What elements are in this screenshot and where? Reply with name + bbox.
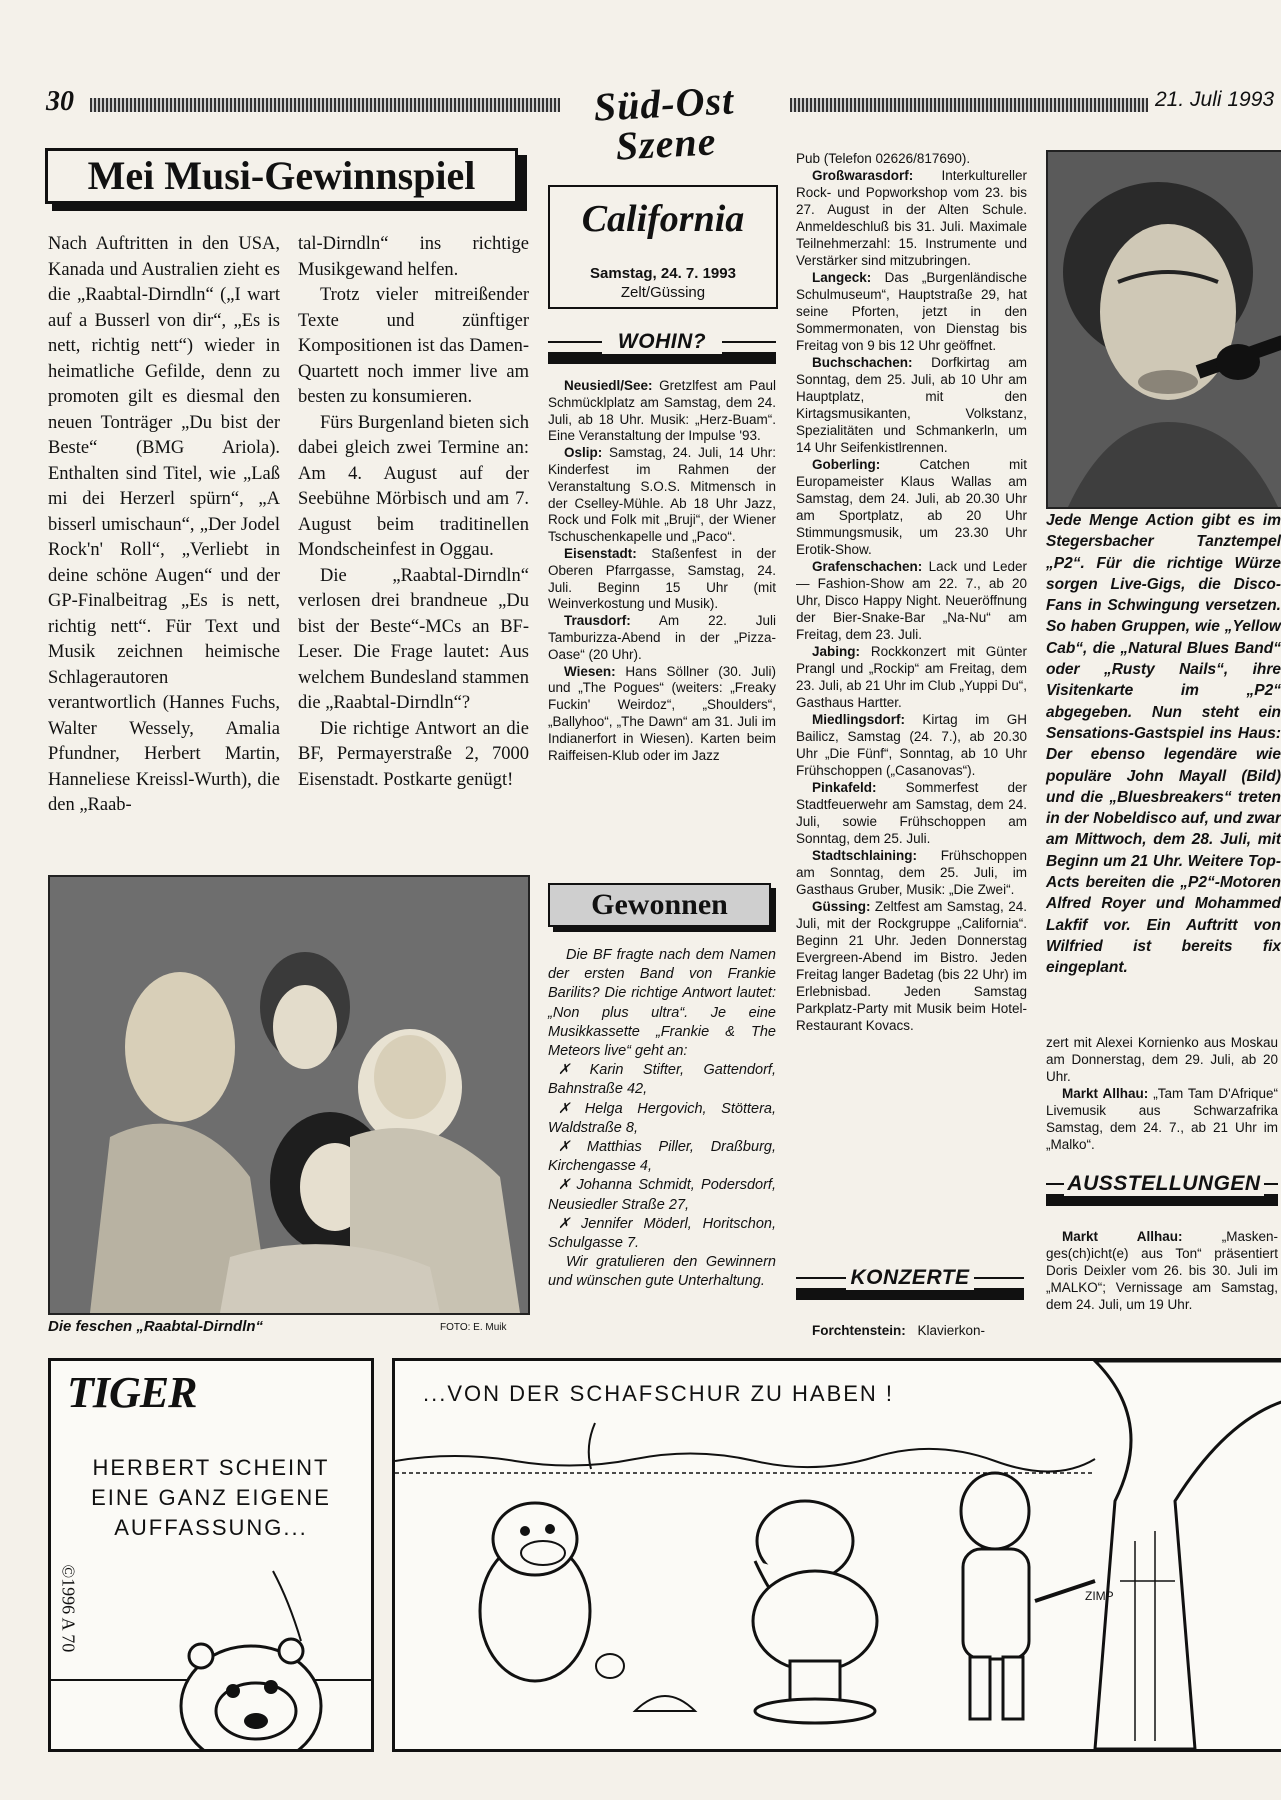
article-col1: Nach Auftritten in den USA, Kanada und Australien zieht es die „Raabtal-Dirndln“ („I wart auf a Busserl von dir“, „Es is nett, richtig nett“) wieder in heimatliche Gefilde, denn zu promoten gilt es diesmal den neuen Tonträger „Du bist der Beste“ (BMG Ariola). Enthalten sind Titel, wie „Laß mi dei Herzerl spürn“, „A bisserl umischaun“, „Der Jodel Rock'n' Roll“, „Verliebt in deine schöne Augen“ und der GP-Finalbeitrag „Es is nett, richtig nett“. Für Text und Musik zeichnen heimische Schlagerautoren verantwortlich (Hannes Fuchs, Walter Wessely, Amalia Pfundner, Herbert Martin, Hanneliese Kreissl-Wurth), die den „Raab- — [48, 234, 280, 815]
event-item — [796, 269, 1027, 354]
comic-panel2-text: ...VON DER SCHAFSCHUR ZU HABEN ! — [423, 1381, 895, 1406]
event-text: Sommerfest der Stadtfeuerwehr am Samstag, dem 24. Juli, sowie Frühschoppen am Sonntag, dem 25. Juli. — [796, 780, 1027, 846]
event-item — [1046, 1085, 1278, 1153]
california-ad — [548, 185, 778, 309]
wohin-title: WOHIN? — [602, 330, 722, 354]
event-place: Güssing: — [812, 899, 871, 914]
winner-mark-icon: ✗ — [558, 1215, 582, 1232]
col4-lead: Pub (Telefon 02626/817690). — [796, 151, 971, 166]
event-place: Großwarasdorf: — [812, 168, 914, 183]
gewonnen-title: Gewonnen — [548, 883, 771, 927]
konzert-continued: zert mit Alexei Kornienko aus Moskau am Donnerstag, dem 29. Juli, ab 20 Uhr. — [1046, 1035, 1278, 1084]
comic-copyright: ©1996 A 70 — [58, 1564, 79, 1653]
winner-item — [548, 1215, 776, 1253]
event-item — [796, 354, 1027, 456]
winner-item — [548, 1176, 776, 1214]
event-place: Oslip: — [564, 445, 603, 461]
winner-mark-icon: ✗ — [558, 1177, 577, 1194]
event-text: Dorfkirtag am Sonntag, dem 25. Juli, ab 10 Uhr am Hauptplatz, mit den Kirtagsmusikanten, Volkstanz, Spezialitäten und Schmankerln, um 14 Uhr Seifenkistlrennen. — [796, 355, 1027, 455]
winner-mark-icon: ✗ — [558, 1062, 590, 1079]
col5-events — [1046, 1034, 1278, 1153]
event-item — [1046, 1228, 1278, 1313]
event-text: „Tam Tam D'Afrique“ Livemusik aus Schwarzafrika Samstag, dem 24. 7., ab 21 Uhr im „Malko“. — [1046, 1086, 1278, 1152]
event-text: Klavierkon- — [913, 1323, 986, 1338]
article-paragraph: Die „Raabtal-Dirndln“ verlosen drei brandneue „Du bist der Beste“-MCs an BF-Leser. Die Frage lautet: Aus welchem Bundesland stammen die „Raabtal-Dirndln“? — [298, 565, 529, 713]
sheep-shearing-drawing — [395, 1361, 1281, 1749]
article-paragraph: tal-Dirndln“ ins richtige Musikgewand helfen. — [298, 234, 529, 280]
event-place: Eisenstadt: — [564, 545, 637, 561]
event-place: Langeck: — [812, 270, 872, 285]
masthead-logo: Süd-Ost Szene — [592, 77, 736, 169]
event-place: Neusiedl/See: — [564, 378, 653, 393]
event-text: Samstag, 24. Juli, 14 Uhr: Kinderfest im Rahmen der Veranstaltung S.O.S. Mitmensch in der Cselley-Mühle. Ab 18 Uhr Jazz, Rock und Folk mit „Bruji“, der Wiener Tschuschenkapelle und „Paco“. — [548, 445, 776, 545]
event-place: Markt Allhau: — [1062, 1229, 1183, 1244]
event-item — [796, 847, 1027, 898]
event-text: Kirtag im GH Bailicz, Samstag (24. 7.), ab 20.30 Uhr „Die Fünf“, Sonntag, ab 10 Uhr Frühschoppen („Casanovas“). — [796, 712, 1027, 778]
event-item — [796, 711, 1027, 779]
photo-caption: Die feschen „Raabtal-Dirndln“ — [48, 1318, 264, 1335]
winner-name: Johanna Schmidt, Podersdorf, Neusiedler Straße 27, — [548, 1177, 776, 1213]
event-text: Gretzlfest am Paul Schmücklplatz am Samstag, dem 24. Juli, ab 18 Uhr. Musik: „Herz-Buam“. Eine Veranstaltung der Impulse '93. — [548, 378, 776, 444]
winner-mark-icon: ✗ — [558, 1139, 587, 1156]
event-text: Frühschoppen am Sonntag, dem 25. Juli, im Gasthaus Gruber, Musik: „Die Zwei“. — [796, 848, 1027, 897]
event-text: Das „Burgenländische Schulmuseum“, Hauptstraße 29, hat seine Pforten, jetzt in den Sommermonaten, von Dienstag bis Freitag von 9 bis 12 Uhr geöffnet. — [796, 270, 1027, 353]
ausstellungen-heading — [1046, 1172, 1278, 1207]
event-item — [796, 558, 1027, 643]
konzerte-title: KONZERTE — [846, 1266, 974, 1290]
event-item — [796, 779, 1027, 847]
article-paragraph: Trotz vieler mitreißender Texte und zünftiger Kompositionen ist das Damen-Quartett noch immer live am besten zu konsumieren. — [298, 285, 529, 407]
winner-name: Helga Hergovich, Stöttera, Waldstraße 8, — [548, 1100, 776, 1136]
article-paragraph: Fürs Burgenland bieten sich dabei gleich zwei Termine an: Am 4. August auf der Seebühne Mörbisch und am 7. August beim traditinellen Mondscheinfest in Oggau. — [298, 412, 529, 560]
konzerte-heading — [796, 1266, 1024, 1301]
event-text: Hans Söllner (30. Juli) und „The Pogues“ (weiters: „Freaky Fuckin' Weirdoz“, „Shoulders“, „Ballyhoo“, „The Dawn“ am 31. Juli im Indianerfort in Wiesen). Karten beim Raiffeisen-Klub oder im Jazz — [548, 663, 776, 763]
event-item — [548, 378, 776, 445]
ausstellungen-events — [1046, 1228, 1278, 1313]
event-text: Rockkonzert mit Günter Prangl und „Rockip“ am Freitag, dem 23. Juli, ab 21 Uhr im Club „Yuppi Du“, Gasthaus Hartter. — [796, 644, 1027, 710]
event-item — [548, 613, 776, 663]
article-title: Mei Musi-Gewinnspiel — [45, 148, 518, 204]
event-text: Lack und Leder — Fashion-Show am 22. 7., ab 20 Uhr, Disco Happy Night. Neueröffnung der Bier-Snake-Bar „Na-Nu“ am Freitag, dem 23. Juli. — [796, 559, 1027, 642]
wohin-events — [548, 378, 776, 764]
header-rule-right — [790, 98, 1148, 112]
event-place: Miedlingsdorf: — [812, 712, 905, 727]
event-place: Trausdorf: — [564, 613, 631, 629]
event-text: Zeltfest am Samstag, 24. Juli, mit der Rockgruppe „California“. Beginn 21 Uhr. Jeden Donnerstag Evergreen-Abend im Bistro. Jeden Freitag langer Badetag (bis 22 Uhr) im Erlebnisbad. Jeden Samstag Parkplatz-Party mit Musik beim Hotel-Restaurant Kovacs. — [796, 899, 1027, 1033]
event-text: Interkultureller Rock- und Popworkshop vom 23. bis 27. August in der Alten Schule. Anmeldeschluß bis 31. Juli. Maximale Teilnehmerzahl: 15. Instrumente und Verstärker sind mitzubringen. — [796, 168, 1027, 268]
event-item — [548, 664, 776, 765]
event-place: Wiesen: — [564, 663, 616, 679]
konzerte-start — [796, 1322, 1027, 1339]
event-item — [796, 456, 1027, 558]
event-place: Forchtenstein: — [812, 1323, 906, 1338]
event-place: Markt Allhau: — [1062, 1086, 1149, 1101]
article-paragraph: Die richtige Antwort an die BF, Permayerstraße 2, 7000 Eisenstadt. Postkarte genügt! — [298, 718, 529, 790]
winner-name: Karin Stifter, Gattendorf, Bahnstraße 42, — [548, 1062, 776, 1098]
comic-sound-effect: ZIMP — [1085, 1589, 1114, 1603]
band-photo — [48, 875, 530, 1315]
comic-panel-2 — [392, 1358, 1281, 1752]
ausstellungen-title: AUSSTELLUNGEN — [1064, 1172, 1264, 1196]
event-text: Am 22. Juli Tamburizza-Abend in der „Pizza-Oase“ (20 Uhr). — [548, 613, 776, 662]
header-rule-left — [90, 98, 560, 112]
event-place: Grafenschachen: — [812, 559, 923, 574]
event-text: Catchen mit Europameister Klaus Wallas am Samstag, dem 24. Juli, ab 20.30 Uhr am Sportplatz, ab 20 Uhr Stimmungsmusik, um 23.30 Uhr Erotik-Show. — [796, 457, 1027, 557]
gewonnen-outro: Wir gratulieren den Gewinnern und wünschen gute Unterhaltung. — [548, 1254, 776, 1290]
winner-name: Jennifer Möderl, Horitschon, Schulgasse 7. — [548, 1215, 776, 1252]
california-place: Zelt/Güssing — [620, 284, 706, 301]
winner-mark-icon: ✗ — [558, 1100, 585, 1117]
event-place: Jabing: — [812, 644, 861, 659]
event-place: Stadtschlaining: — [812, 848, 918, 863]
winner-item — [548, 1138, 776, 1176]
event-item — [796, 898, 1027, 1034]
band-photo-figures — [50, 877, 528, 1313]
event-item — [548, 445, 776, 546]
event-item — [548, 546, 776, 613]
comic-panel-1 — [48, 1358, 374, 1752]
event-item — [796, 643, 1027, 711]
comic-panel1-text: HERBERT SCHEINT EINE GANZ EIGENE AUFFASSUNG... — [91, 1455, 331, 1540]
article-col2 — [298, 232, 529, 793]
event-text: „Masken-ges(ch)icht(e) aus Ton“ präsentiert Doris Deixler vom 26. bis 30. Juli im „MALKO“; Vernissage am Samstag, dem 24. Juli, um 19 Uhr. — [1046, 1229, 1278, 1312]
page-number: 30 — [46, 86, 74, 117]
gewonnen-body — [548, 946, 776, 1292]
winner-item — [548, 1100, 776, 1138]
event-place: Goberling: — [812, 457, 881, 472]
wohin-heading — [548, 330, 776, 365]
gewonnen-intro: Die BF fragte nach dem Namen der ersten Band von Frankie Barilits? Die richtige Antwort lautet: „Non plus ultra“. Je eine Musikkassette „Frankie & The Meteors live“ geht an: — [548, 947, 776, 1060]
event-item — [796, 167, 1027, 269]
event-place: Buchschachen: — [812, 355, 913, 370]
event-place: Pinkafeld: — [812, 780, 877, 795]
john-mayall-figure — [1048, 152, 1281, 507]
winner-item — [548, 1061, 776, 1099]
comic-title: TIGER — [67, 1368, 197, 1417]
col4-events — [796, 150, 1027, 1034]
california-logo: California — [581, 198, 745, 240]
event-text: Staßenfest in der Oberen Pfarrgasse, Samstag, 24. Juli. Beginn 15 Uhr (mit Weinverkostung und Musik). — [548, 545, 776, 612]
p2-caption: Jede Menge Action gibt es im Stegersbacher Tanztempel „P2“. Für die richtige Würze sorgen Live-Gigs, die Disco-Fans in Schwingung versetzen. So haben Gruppen, wie „Yellow Cab“, die „Natural Blues Band“ oder „Rusty Nails“, ihre Visitenkarte im „P2“ abgegeben. Nun steht ein Sensations-Gastspiel ins Haus: Der ebenso legendäre wie populäre John Mayall (Bild) und die „Bluesbreakers“ treten in der Nobeldisco auf, und zwar am Mittwoch, dem 28. Juli, mit Beginn um 21 Uhr. Weitere Top-Acts bereiten die „P2“-Motoren Alfred Royer und Mohammed Lakfif vor. Ein Auftritt von Wilfried ist bereits fix eingeplant. — [1046, 512, 1281, 977]
issue-date: 21. Juli 1993 — [1155, 88, 1275, 111]
photo-credit: FOTO: E. Muik — [440, 1322, 507, 1333]
tiger-drawing — [51, 1361, 371, 1749]
winner-name: Matthias Piller, Draßburg, Kirchengasse 4, — [548, 1139, 776, 1175]
john-mayall-photo — [1046, 150, 1281, 509]
california-date: Samstag, 24. 7. 1993 — [590, 265, 736, 282]
